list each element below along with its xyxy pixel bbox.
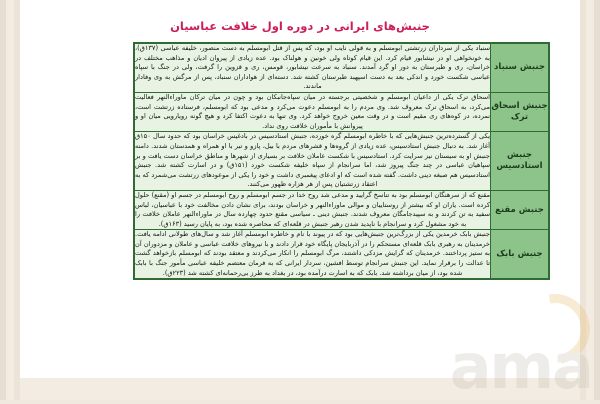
movements-table-body xyxy=(135,44,549,279)
table-row xyxy=(135,132,549,191)
table-row xyxy=(135,230,549,279)
page-bottom-band xyxy=(20,378,580,400)
row-label-sonbad: جنبش سنباد xyxy=(491,44,549,93)
row-text-sonbad: سنباد یکی از سرداران زرتشتی ابومسلم و به قولی نایب او بود، که پس از قتل ابومسلم به دست منصور، خلیفه عباسی (۱۳۷ق)، به خونخواهی او در نیشابور قیام کرد. این قیام کوتاه ولی خونین و هولناک بود. عده زیادی از پیروان ادیان و مذاهب مختلف در خراسان، ری و طبرستان به دور او گرد آمدند. سنباد به سرعت نیشابور، قومس، ری و قزوین را گرفت، ولی در جنگ با سپاه عباسی شکست خورد و اندکی بعد به دست اسپهبد طبرستان کشته شد. دسته‌ای از هواداران سنباد، پس از مرگش به وی وفادار ماندند. xyxy=(135,44,491,93)
table-row xyxy=(135,44,549,93)
page-title: جنبش‌های ایرانی در دوره اول خلافت عباسیان xyxy=(170,19,430,33)
table-row xyxy=(135,92,549,131)
row-text-ostadsis: یکی از گسترده‌ترین جنبش‌هایی که با خاطره ابومسلم گره خورده، جنبش استادسیس در بادغیس خراسان بود که حدود سال ۱۵۰ق آغاز شد. به دنبال جنبش استادسیس، عده زیادی از گروه‌ها و قشرهای مردم با بیل، پازو و تبر با او همراه و همدستان شدند. دامنه جنبش او به سیستان نیز سرایت کرد. استادسیس با شکست عاملان خلافت بر بسیاری از شهرها و مناطق خراسان دست یافت و بر سپاهیان عباسی در چند جنگ پیروز شد، اما سرانجام از سپاه خلیفه شکست خورد (۱۵۱ق) و در اسارت کشته شد. جنبش استادسیس هم صبغه دینی داشت. گفته شده است که او ادعای پیغمبری داشت و خود را یکی از موعودهای زرتشت می‌شمرد که به اعتقاد زرتشتیان پس از هر هزاره ظهور می‌کنند. xyxy=(135,132,491,191)
table-row xyxy=(135,190,549,229)
row-label-eshaq-tork: جنبش اسحاق ترک xyxy=(491,92,549,131)
row-text-moqanna: مقنع که از سرهنگان ابومسلم بود به تناسخ گرایید و مدعی شد روح خدا در جسم ابومسلم و روح ابومسلم در جسم او (مقنع) حلول کرده است. یاران او که بیشتر از روستاییان و موالی ماوراءالنهر و خراسان بودند، برای نشان دادن مخالفت خود با عباسیان، لباس سفید به تن کردند و به سپیدجامگان معروف شدند. جنبش دینی ـ سیاسی مقنع حدود چهارده سال در ماوراءالنهر عاملان خلافت را به خود مشغول کرد و سرانجام با ناپدید شدن رهبر جنبش در قلعه‌ای که محاصره شده بود، به پایان رسید (۱۶۳ق). xyxy=(135,190,491,229)
movements-table-container xyxy=(133,42,550,280)
row-label-moqanna: جنبش مقنع xyxy=(491,190,549,229)
row-text-eshaq-tork: اسحاق ترک یکی از داعیان ابومسلم و شخصیتی برجسته در میان سپاه‌جانبکان بود و چون در میان ترکان ماوراءالنهر فعالیت می‌کرد، به اسحاق ترک معروف شد. وی مردم را به ابومسلم دعوت می‌کرد و مدعی بود که ابومسلم، فرستاده زرتشت است، نمرده، در کوه‌های ری مقیم است و در وقت معین خروج خواهد کرد. وی تنها به دعوت اکتفا کرد و هیچ گونه رویارویی میان او و پیروانش با مأموران خلافت روی نداد. xyxy=(135,92,491,131)
movements-table xyxy=(134,43,549,279)
watermark-text: ama xyxy=(449,330,592,403)
slide-paper xyxy=(20,0,580,378)
row-label-babak: جنبش بابک xyxy=(491,230,549,279)
row-text-babak: جنبش بابک خرمدین یکی از بزرگ‌ترین جنبش‌هایی بود که در پیوند با نام و خاطره ابومسلم آغاز شد و سال‌های طولانی ادامه یافت. خرمدینان به رهبری بابک قلعه‌ای مستحکم را در آذربایجان پایگاه خود قرار دادند و با نیروهای خلافت عباسی و عاملان و مزدوران آن به ستیز پرداختند. خرمدینان که گرایش مزدکی داشتند، مرگ ابومسلم را انکار می‌کردند و معتقد بودند که ابومسلم بازخواهد گشت تا عدالت را برقرار نماید. این جنبش سرانجام توسط افشین، سردار ایرانی که به فرمان معتصم خلیفه عباسی مأمور جنگ با بابک شده بود، از میان برداشته شد. بابک که به اسارت درآمده بود، در بغداد به طرز بی‌رحمانه‌ای کشته شد (۲۲۳ق). xyxy=(135,230,491,279)
row-label-ostadsis: جنبش استادسیس xyxy=(491,132,549,191)
